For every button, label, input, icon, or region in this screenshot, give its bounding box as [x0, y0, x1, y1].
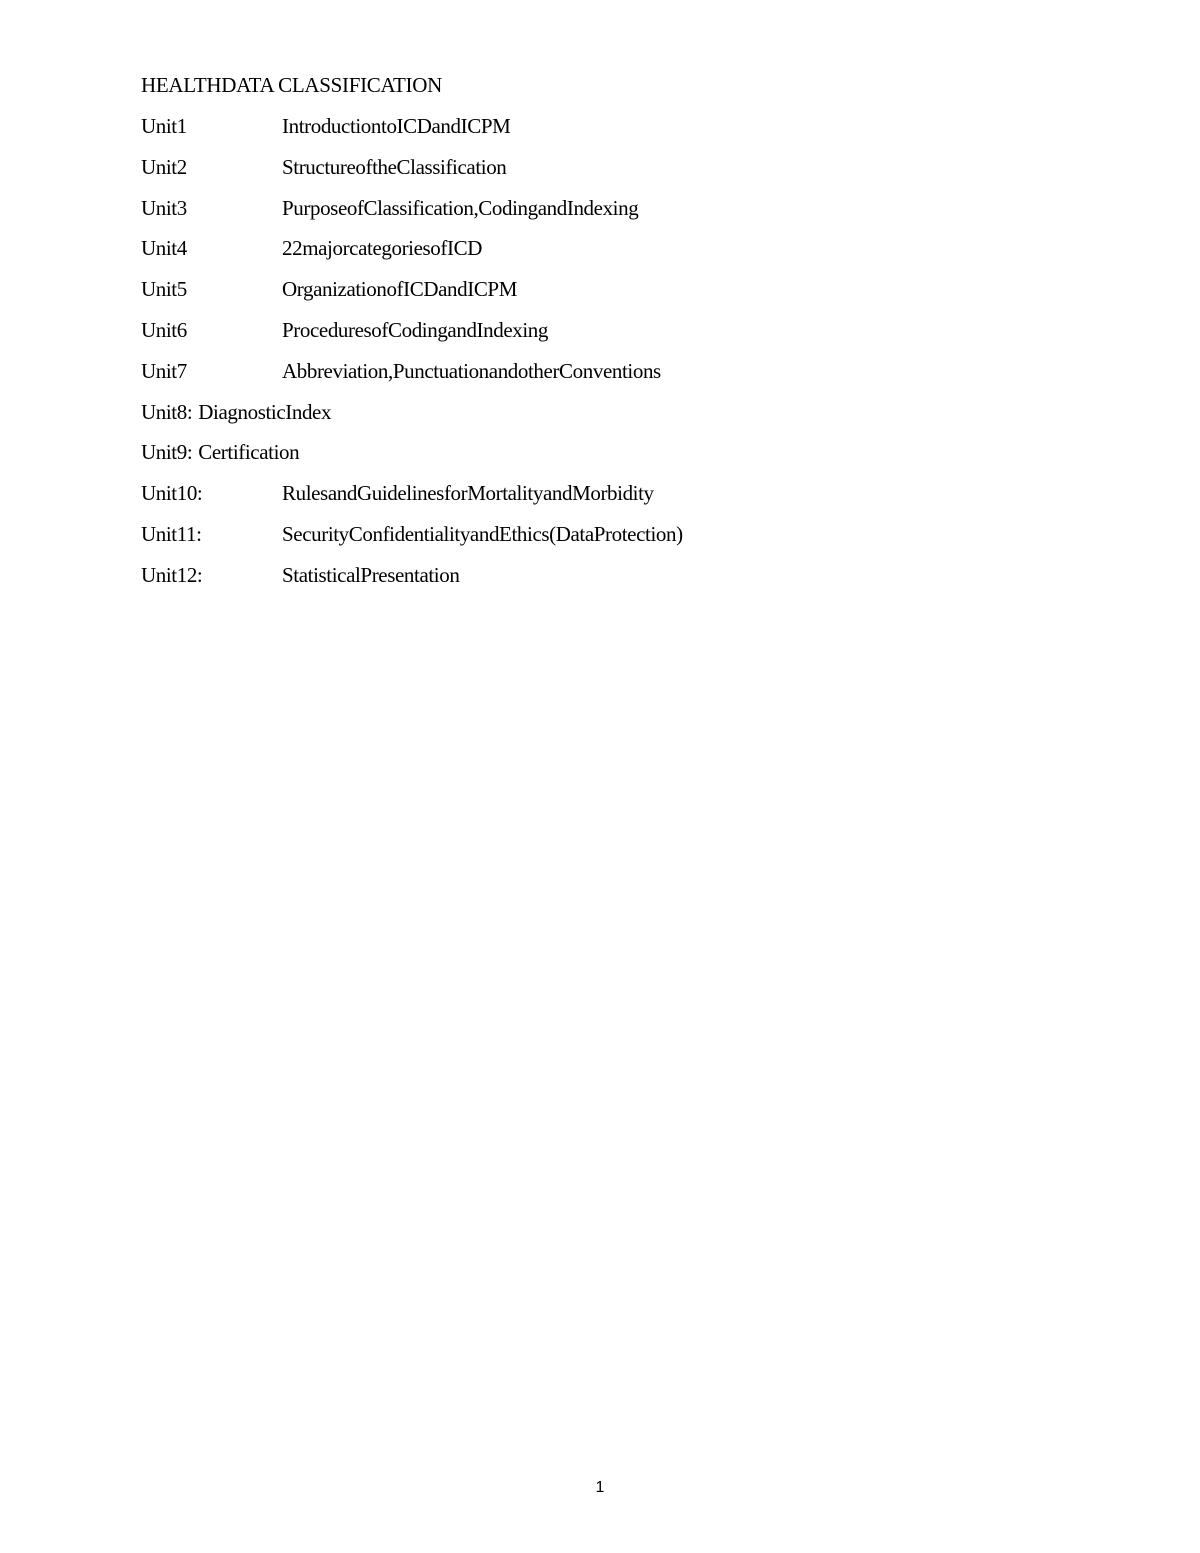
unit-topic: StatisticalPresentation: [282, 562, 460, 587]
unit-row-10: [141, 480, 1041, 521]
unit-topic: DiagnosticIndex: [198, 399, 332, 424]
unit-row-8: [141, 399, 1041, 440]
unit-label: Unit5: [141, 277, 187, 302]
unit-label: Unit10:: [141, 481, 203, 506]
unit-topic: IntroductiontoICDandICPM: [282, 114, 511, 138]
unit-label: Unit6: [141, 317, 187, 342]
unit-label: Unit7: [141, 358, 187, 383]
unit-topic: Abbreviation,PunctuationandotherConventions: [282, 358, 661, 383]
unit-row-5: [141, 276, 1041, 317]
unit-label: Unit8:: [141, 399, 193, 424]
unit-label: Unit11:: [141, 521, 202, 546]
unit-row-12: [141, 562, 1041, 603]
unit-topic: PurposeofClassification,CodingandIndexing: [282, 195, 639, 220]
document-title: HEALTHDATA CLASSIFICATION: [141, 73, 442, 97]
unit-label: Unit9:: [141, 440, 193, 465]
unit-topic: 22majorcategoriesofICD: [282, 236, 482, 261]
unit-row-1: [141, 113, 1041, 154]
unit-list: [141, 113, 1041, 603]
unit-topic: RulesandGuidelinesforMortalityandMorbidity: [282, 481, 654, 506]
unit-topic: Certification: [198, 440, 300, 465]
unit-topic: StructureoftheClassification: [282, 154, 507, 179]
unit-row-9: [141, 439, 1041, 480]
unit-topic: OrganizationofICDandICPM: [282, 277, 517, 302]
unit-topic: SecurityConfidentialityandEthics(DataProtection): [282, 521, 683, 546]
unit-row-11: [141, 521, 1041, 562]
unit-label: Unit12:: [141, 562, 203, 587]
unit-row-4: [141, 235, 1041, 276]
unit-topic: ProceduresofCodingandIndexing: [282, 317, 549, 342]
unit-row-6: [141, 317, 1041, 358]
unit-row-2: [141, 154, 1041, 195]
unit-label: Unit1: [141, 114, 187, 138]
unit-label: Unit3: [141, 195, 187, 220]
unit-row-3: [141, 195, 1041, 236]
unit-label: Unit4: [141, 236, 187, 261]
unit-row-7: [141, 358, 1041, 399]
unit-label: Unit2: [141, 154, 187, 179]
page-number: 1: [595, 1479, 605, 1496]
